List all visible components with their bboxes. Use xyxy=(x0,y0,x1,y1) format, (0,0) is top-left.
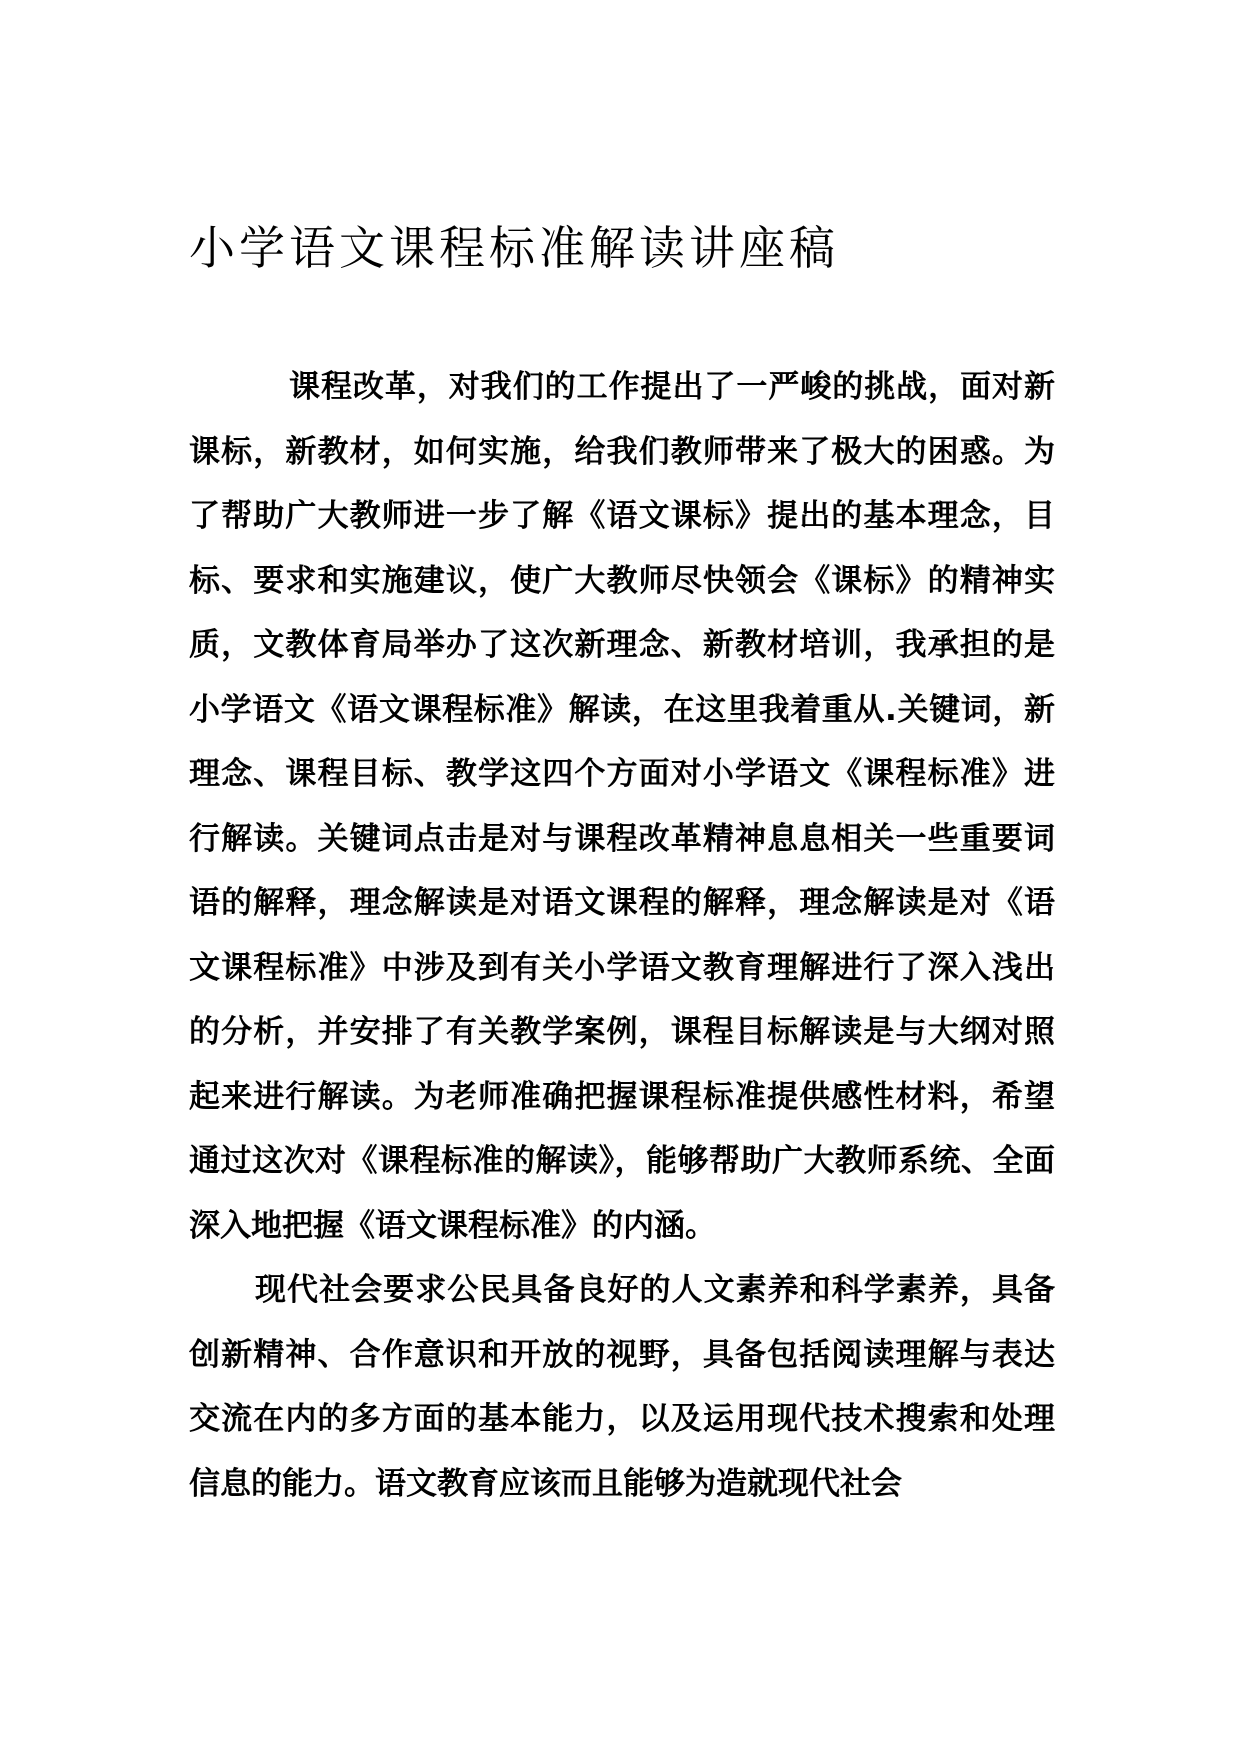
paragraph-society: 现代社会要求公民具备良好的人文素养和科学素养，具备创新精神、合作意识和开放的视野，具备包括阅读理解与表达交流在内的多方面的基本能力，以及运用现代技术搜索和处理信息的能力。语文教育应该而且能够为造就现代社会 xyxy=(189,1272,1055,1502)
document-body xyxy=(189,355,1055,1516)
document-title: 小学语文课程标准解读讲座稿 xyxy=(189,221,839,275)
paragraph-intro: 课程改革，对我们的工作提出了一严峻的挑战，面对新课标，新教材，如何实施，给我们教师带来了极大的困惑。为了帮助广大教师进一步了解《语文课标》提出的基本理念，目标、要求和实施建议，使广大教师尽快领会《课标》的精神实质，文教体育局举办了这次新理念、新教材培训，我承担的是小学语文《语文课程标准》解读，在这里我着重从.关键词，新理念、课程目标、教学这四个方面对小学语文《课程标准》进行解读。关键词点击是对与课程改革精神息息相关一些重要词语的解释，理念解读是对语文课程的解释，理念解读是对《语文课程标准》中涉及到有关小学语文教育理解进行了深入浅出的分析，并安排了有关教学案例，课程目标解读是与大纲对照起来进行解读。为老师准确把握课程标准提供感性材料，希望通过这次对《课程标准的解读》，能够帮助广大教师系统、全面深入地把握《语文课程标准》的内涵。 xyxy=(189,369,1055,1244)
